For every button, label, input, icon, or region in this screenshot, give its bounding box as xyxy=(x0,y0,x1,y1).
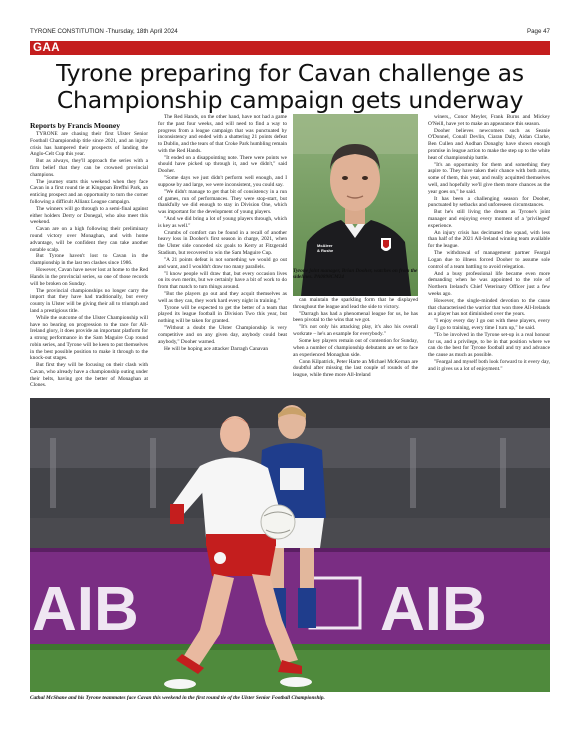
paragraph: Crumbs of comfort can be found in a recall of another heavy loss in Dooher's first season in charge, 2021, when the Ulster side conceded six goals to Kerry at Fitzgerald Stadium, but recovered to win the Sam Maguire Cup. xyxy=(158,229,287,256)
sponsor-text-2: & Rushe xyxy=(317,248,334,253)
paragraph: However, the single-minded devotion to the cause that characterised the warrior that won three All-Irelands as a player has not diminished over the years. xyxy=(428,297,550,318)
headline-line-1: Tyrone preparing for Cavan challenge as xyxy=(56,59,524,87)
paragraph: can maintain the sparkling form that he displayed throughout the league and lead the side to victory. xyxy=(293,297,418,310)
manager-photo-caption: Tyrone joint manager, Brian Dooher, watches on from the sidelines. PA0898CM24 xyxy=(293,268,418,281)
paragraph: Conn Kilpatrick, Peter Harte an Michael McKernan are doubtful after missing the last couple of rounds of the league, while three more All-Ireland xyxy=(293,358,418,378)
section-bar xyxy=(30,41,550,55)
paragraph: And a busy professional life became even more demanding when he was appointed to the role of Northern Ireland's Chief Veterinary Officer just a few weeks ago. xyxy=(428,270,550,297)
paragraph: But Tyrone haven't lost to Cavan in the championship in the last ten clashes since 1986. xyxy=(30,253,148,267)
sponsor-logo xyxy=(315,242,339,254)
ad-text-right: AIB xyxy=(380,575,487,644)
page-number: Page 47 xyxy=(526,28,550,35)
paragraph: While the outcome of the Ulster Championship will have no bearing on progression to the race for All-Ireland glory, it does provide an important platform for a strong performance in the Sam Maguire Cup round robin series, and Tyrone will be keen to put themselves in the best possible position to make it through to the knock-out stages. xyxy=(30,314,148,362)
football-icon xyxy=(261,505,295,539)
ad-text-left: AIB xyxy=(32,575,139,644)
headline-line-2: Championship campaign gets underway xyxy=(56,86,524,114)
paragraph: Tyrone will be expected to get the better of a team that played its league football in Division Two this year, but nothing will be taken for granted. xyxy=(158,304,287,325)
headline xyxy=(30,60,550,114)
paragraph: "A 21 points defeat is not something we would go out and want, and I wouldn't draw too many parallels. xyxy=(158,256,287,270)
paragraph: But as always, they'll approach the series with a firm belief that they can be crowned provincial champions. xyxy=(30,158,148,178)
paragraph: "Darragh has had a phenomenal league for us, he has been pivotal to the wins that we got. xyxy=(293,310,418,324)
paragraph: An injury crisis has decimated the squad, with less than half of the 2021 All-Ireland winning team available for the league. xyxy=(428,229,550,250)
paragraph: The provincial championships no longer carry the import that they have had traditionally, but every county in Ulster will be giving their all to triumph and land a prestigious title. xyxy=(30,287,148,314)
paragraph: The winners will go through to a semi-final against either holders Derry or Donegal, who also meet this weekend. xyxy=(30,205,148,226)
publication-date: TYRONE CONSTITUTION -Thursday, 18th April 2024 xyxy=(30,28,178,35)
paragraph: "Feargal and myself both look forward to it every day, and it gives us a lot of enjoyment." xyxy=(428,359,551,372)
paragraph: winers,, Conor Meyler, Frank Burns and Mickey O'Neill, have yet to make an appearance this season. xyxy=(428,114,550,127)
article-column-1 xyxy=(30,131,148,389)
paragraph: But he's still living the dream as Tyrone's joint manager and enjoying every moment of a 'privileged' experience. xyxy=(428,209,550,229)
paragraph: But first they will be focusing on their clash with Cavan, who already have a championship outing under their belts, having got the better of Monaghan at Clones. xyxy=(30,362,148,389)
paragraph: He will be hoping ace attacker Darragh Canavan xyxy=(164,345,269,352)
paragraph: "We didn't manage to get that bit of consistency in a run of games, run of performances. They were stop-start, but thankfully we did enough to stay in Division One, which was important for the development of young players. xyxy=(158,188,287,216)
paragraph: However, Cavan have never lost at home to the Red Hands in the provincial series, so one of those records will be broken on Sunday. xyxy=(30,267,148,287)
sponsor-text-1: McAleer xyxy=(317,243,333,248)
paragraph: "I know people will draw that, but every occasion lives on its own merits, but we certainly have a bit of work to do from that match to turn things around. xyxy=(158,270,287,291)
paragraph: Cavan are on a high following their preliminary round victory over Monaghan, and with home advantage, will be confident they can take another notable scalp. xyxy=(30,226,148,253)
article-column-3 xyxy=(293,297,418,379)
article-column-2 xyxy=(158,114,287,353)
match-photo-caption: Cathal McShane and his Tyrone teammates face Cavan this weekend in the first round tie of the Ulster Senior Football Championship. xyxy=(30,695,325,701)
paragraph: The withdrawal of management partner Feargal Logan due to illness forced Dooher to assume sole control of a team battling to avoid relegation. xyxy=(428,250,550,270)
paragraph: The journey starts this weekend when they face Cavan in a first round tie at Kingspan Breffni Park, an enticing prospect and an opportunity to turn the corner following a difficult Allianz League campaign. xyxy=(30,178,148,205)
match-photo xyxy=(30,398,550,692)
paragraph: It has been a challenging season for Dooher, punctuated by setbacks and unforeseen circumstances. xyxy=(428,195,550,209)
article-column-4 xyxy=(428,114,550,373)
paragraph: "To be involved in the Tyrone set-up is a real honour for us, and a privilege, to be in that position where we can do the best for Tyrone football and try and advance the cause as much as possible. xyxy=(428,331,550,359)
byline: Reports by Francis Mooney xyxy=(30,121,121,130)
paragraph: TYRONE are chasing their first Ulster Senior Football Championship title since 2021, and an injury crisis has hampered their prospects of landing the Anglo-Celt Cup this year. xyxy=(30,131,148,158)
paragraph: Dooher believes newcomers such as Seanie O'Donnel, Conall Devlin, Ciaran Daly, Aidan Clarke, Ben Cullen and Aodhan Donaghy have shown enough promise in league action to make the step up to the white heat of championship battle. xyxy=(428,127,550,161)
paragraph: "Some days we just didn't perform well enough, and I suppose by and large, we were inconsistent, you could say. xyxy=(158,175,287,188)
paragraph: "It's an opportunity for them and something they aspire to. They have taken their chance with both arms, some of them, this year, and really acquitted themselves well, and hopefully we'll give them more chances as the year goes on," he said. xyxy=(428,161,550,195)
paragraph: "It ended on a disappointing note. There were points we should have picked up through it, and we didn't," said Dooher. xyxy=(158,154,287,175)
paragraph: The Red Hands, on the other hand, have not had a game for the past four weeks, and will need to find a way to progress from a league campaign that was punctuated by inconsistency and ended with a shattering 21 points defeat to Dublin, and the tears of that Croke Park humbling remain with the Red Hands. xyxy=(158,114,287,154)
paragraph: "I enjoy every day I go out with these players, every day I go to training, every time I turn up," he said. xyxy=(428,318,550,331)
paragraph: "And we did bring a lot of young players through, which is key as well." xyxy=(158,216,287,229)
paragraph: "It's not only his attacking play, it's also his overall workrate – he's an example for everybody." xyxy=(293,324,418,338)
tyrone-crest-icon xyxy=(381,238,391,251)
page-header xyxy=(30,26,550,38)
paragraph: "Without a doubt the Ulster Championship is very competitive and on any given day, anybody could beat anybody," Dooher warned. xyxy=(158,325,287,345)
section-label: GAA xyxy=(33,42,61,54)
paragraph: Some key players remain out of contention for Sunday, when a number of championship debutants are set to face an experienced Monaghan side. xyxy=(293,338,418,358)
paragraph: "But the players go out and they acquit themselves as well as they can, they work hard every night in training." xyxy=(158,291,287,304)
